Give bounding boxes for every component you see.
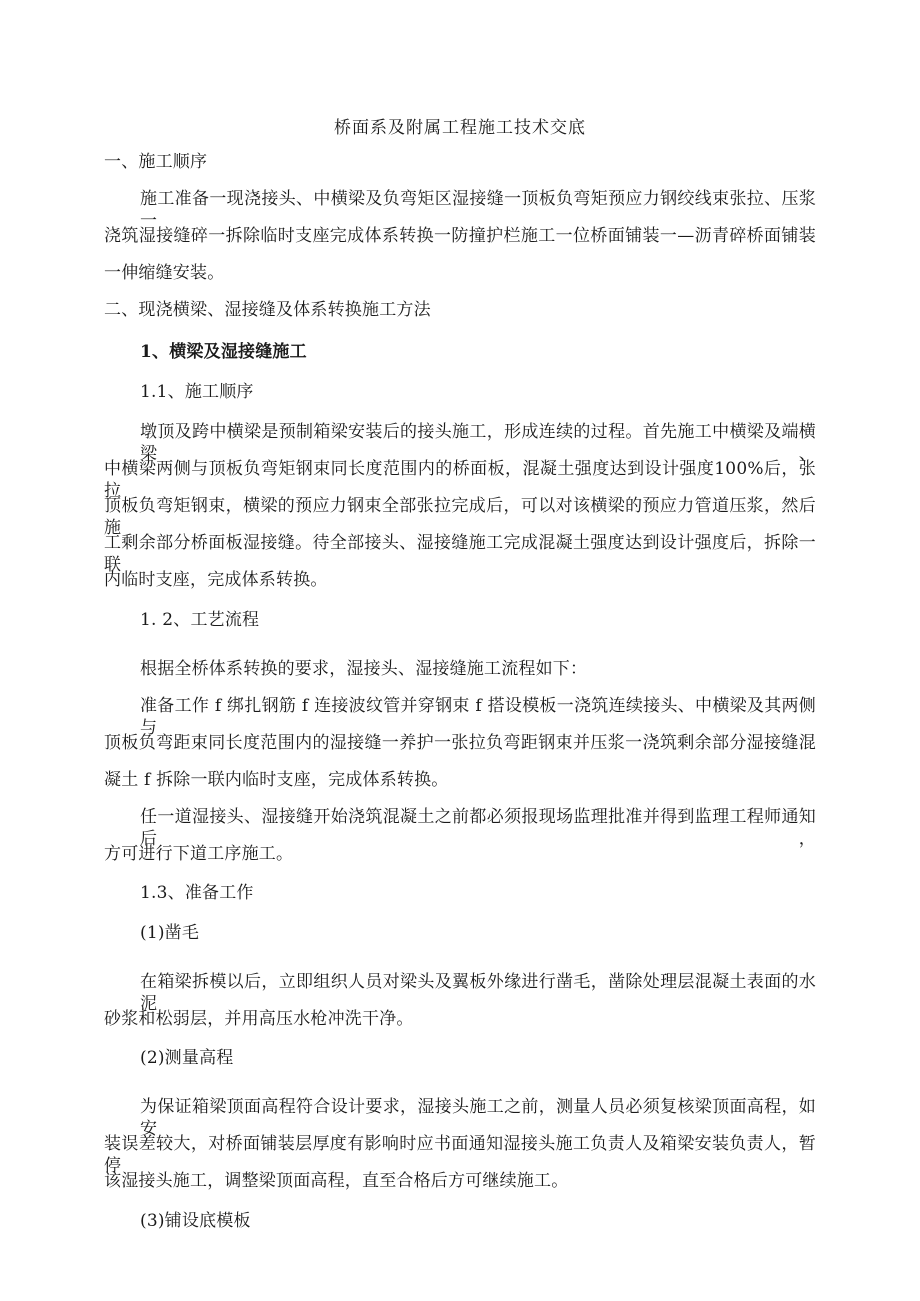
paragraph-line: 方可进行下道工序施工。 [104, 844, 294, 864]
paragraph-line: 内临时支座，完成体系转换。 [104, 570, 328, 590]
paragraph-line: 为保证箱梁顶面高程符合设计要求，湿接头施工之前，测量人员必须复核梁顶面高程，如安 [140, 1097, 816, 1139]
item-heading: (1)凿毛 [140, 923, 200, 943]
paragraph-line: 根据全桥体系转换的要求，湿接头、湿接缝施工流程如下： [140, 659, 588, 679]
subsection-heading: 1. 2、工艺流程 [140, 610, 260, 630]
document-title: 桥面系及附属工程施工技术交底 [334, 118, 586, 138]
paragraph-line: 在箱梁拆模以后，立即组织人员对梁头及翼板外缘进行凿毛，凿除处理层混凝土表面的水泥 [140, 972, 816, 1014]
paragraph-line: 一伸缩缝安装。 [104, 263, 225, 283]
paragraph-line: 凝土 f 拆除一联内临时支座，完成体系转换。 [104, 770, 449, 790]
subsection-heading: 1、横梁及湿接缝施工 [140, 342, 307, 362]
paragraph-line: 该湿接头施工，调整梁顶面高程，直至合格后方可继续施工。 [104, 1171, 569, 1191]
paragraph-line: 任一道湿接头、湿接缝开始浇筑混凝土之前都必须报现场监理批准并得到监理工程师通知后， [140, 807, 816, 849]
paragraph-line: 中横梁两侧与顶板负弯矩钢束同长度范围内的桥面板，混凝土强度达到设计强度100%后，张拉 [104, 459, 816, 501]
paragraph-line: 浇筑湿接缝碎一拆除临时支座完成体系转换一防撞护栏施工一位桥面铺装一—沥青碎桥面铺装 [104, 226, 816, 246]
section-heading-2: 二、现浇横梁、湿接缝及体系转换施工方法 [104, 300, 431, 320]
paragraph-line: 顶板负弯距束同长度范围内的湿接缝一养护一张拉负弯距钢束并压浆一浇筑剩余部分湿接缝混 [104, 733, 816, 753]
paragraph-line: 施工准备一现浇接头、中横梁及负弯矩区湿接缝一顶板负弯矩预应力钢绞线束张拉、压浆一 [140, 189, 816, 231]
item-heading: (3)铺设底模板 [140, 1211, 251, 1231]
paragraph-line: 顶板负弯矩钢束，横梁的预应力钢束全部张拉完成后，可以对该横梁的预应力管道压浆，然后施 [104, 496, 816, 538]
paragraph-line: 工剩余部分桥面板湿接缝。待全部接头、湿接缝施工完成混凝土强度达到设计强度后，拆除一联 [104, 533, 816, 575]
section-heading-1: 一、施工顺序 [104, 152, 208, 172]
paragraph-line: 准备工作 f 绑扎钢筋 f 连接波纹管并穿钢束 f 搭设模板一浇筑连续接头、中横梁及其两侧与 [140, 696, 816, 738]
paragraph-line: 墩顶及跨中横梁是预制箱梁安装后的接头施工，形成连续的过程。首先施工中横梁及端横梁、 [140, 422, 816, 464]
paragraph-line: 砂浆和松弱层，并用高压水枪冲洗干净。 [104, 1009, 414, 1029]
subsection-heading: 1.1、施工顺序 [140, 382, 254, 402]
item-heading: (2)测量高程 [140, 1048, 234, 1068]
subsection-heading: 1.3、准备工作 [140, 883, 254, 903]
paragraph-line: 装误差较大，对桥面铺装层厚度有影响时应书面通知湿接头施工负责人及箱梁安装负责人，暂停 [104, 1134, 816, 1176]
